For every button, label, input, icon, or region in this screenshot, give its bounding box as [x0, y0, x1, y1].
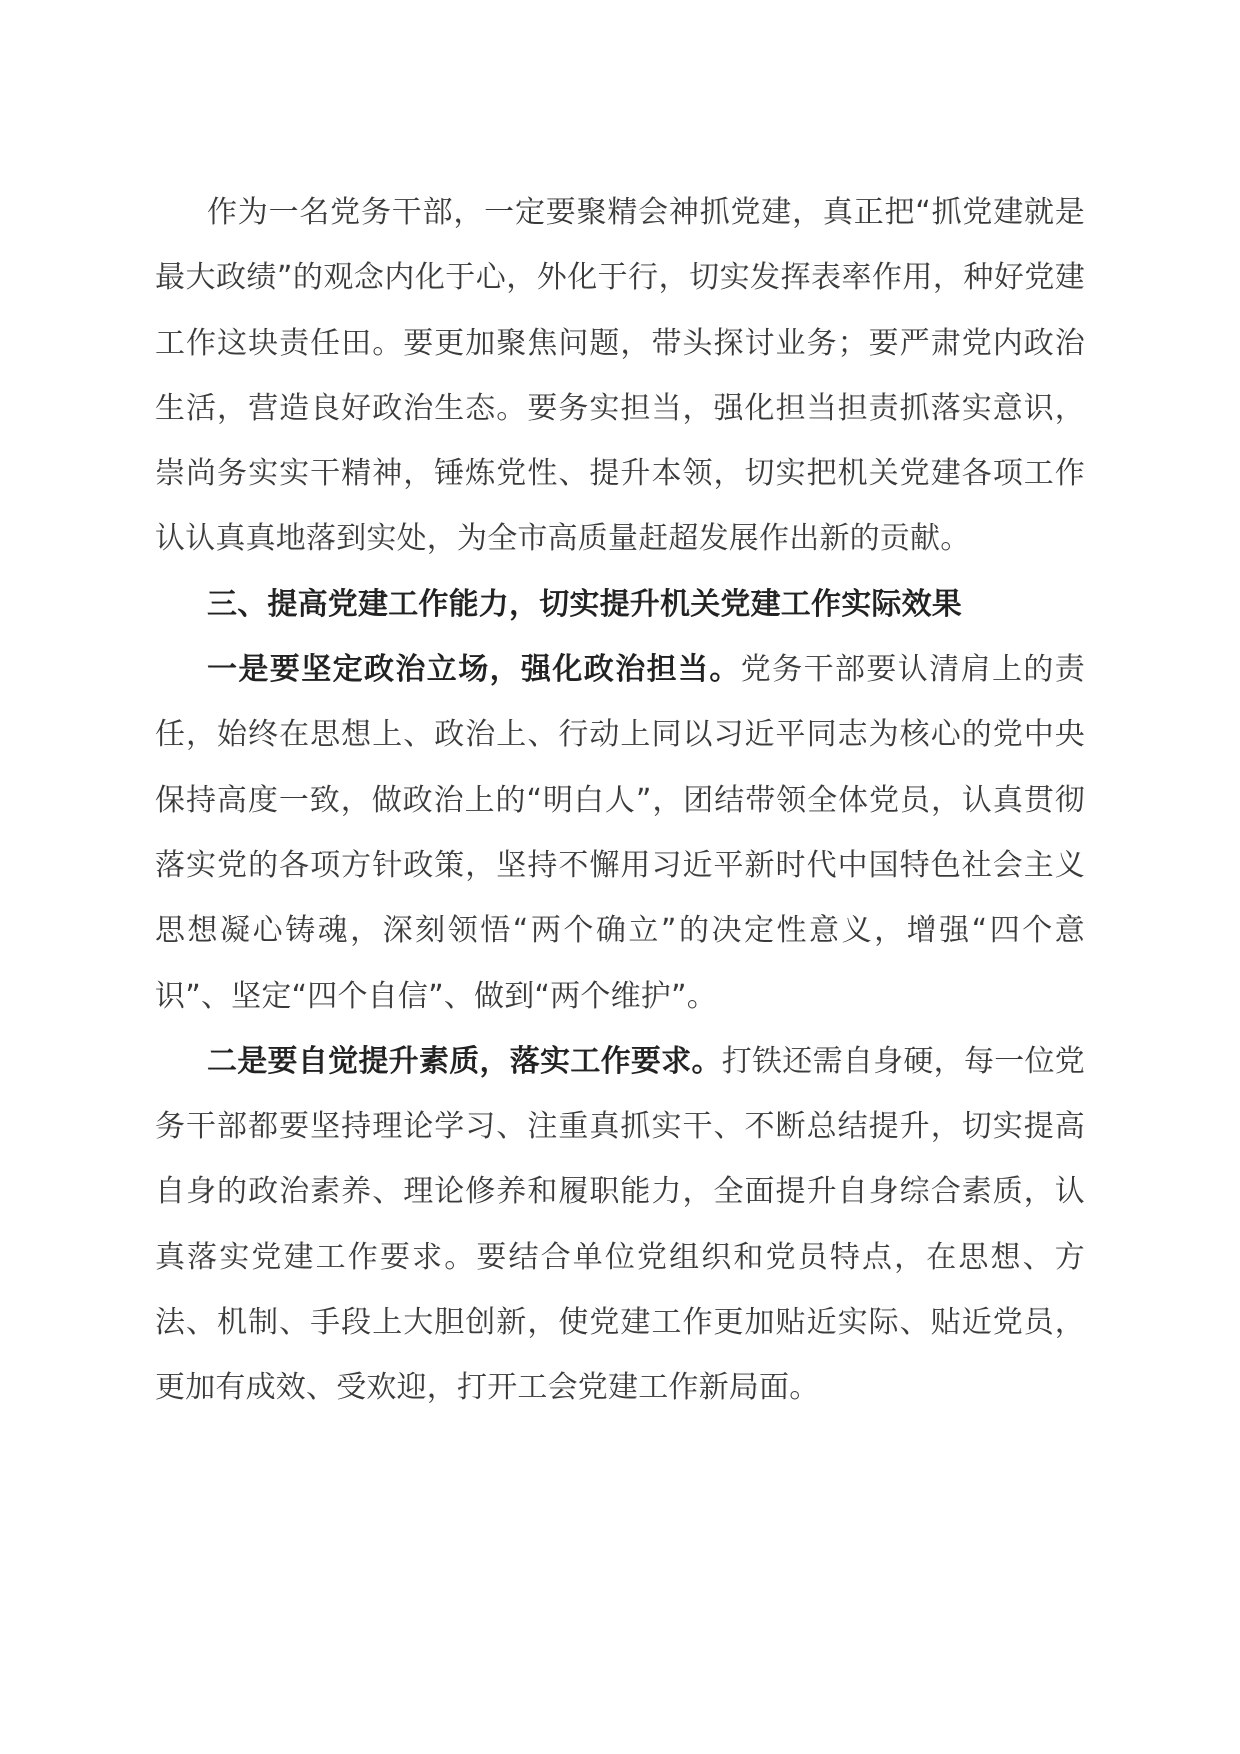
item-1-lead: 一是要坚定政治立场，强化政治担当。 [207, 652, 741, 688]
paragraph-item-2 [155, 1029, 1085, 1421]
document-body [155, 180, 1085, 1421]
item-2-body: 打铁还需自身硬，每一位党务干部都要坚持理论学习、注重真抓实干、不断总结提升，切实提高自身的政治素养、理论修养和履职能力，全面提升自身综合素质，认真落实党建工作要求。要结合单位党组织和党员特点，在思想、方法、机制、手段上大胆创新，使党建工作更加贴近实际、贴近党员，更加有成效、受欢迎，打开工会党建工作新局面。 [155, 1043, 1085, 1406]
item-1-body: 党务干部要认清肩上的责任，始终在思想上、政治上、行动上同以习近平同志为核心的党中央保持高度一致，做政治上的“明白人”，团结带领全体党员，认真贯彻落实党的各项方针政策，坚持不懈用习近平新时代中国特色社会主义思想凝心铸魂，深刻领悟“两个确立”的决定性意义，增强“四个意识”、坚定“四个自信”、做到“两个维护”。 [155, 652, 1085, 1014]
paragraph-party-cadre-duty: 作为一名党务干部，一定要聚精会神抓党建，真正把“抓党建就是最大政绩”的观念内化于心，外化于行，切实发挥表率作用，种好党建工作这块责任田。要更加聚焦问题，带头探讨业务；要严肃党内政治生活，营造良好政治生态。要务实担当，强化担当担责抓落实意识，崇尚务实实干精神，锤炼党性、提升本领，切实把机关党建各项工作认认真真地落到实处，为全市高质量赶超发展作出新的贡献。 [155, 195, 1085, 557]
section-heading: 三、提高党建工作能力，切实提升机关党建工作实际效果 [207, 586, 962, 622]
paragraph-item-1 [155, 637, 1085, 1029]
item-2-lead: 二是要自觉提升素质，落实工作要求。 [207, 1043, 722, 1079]
